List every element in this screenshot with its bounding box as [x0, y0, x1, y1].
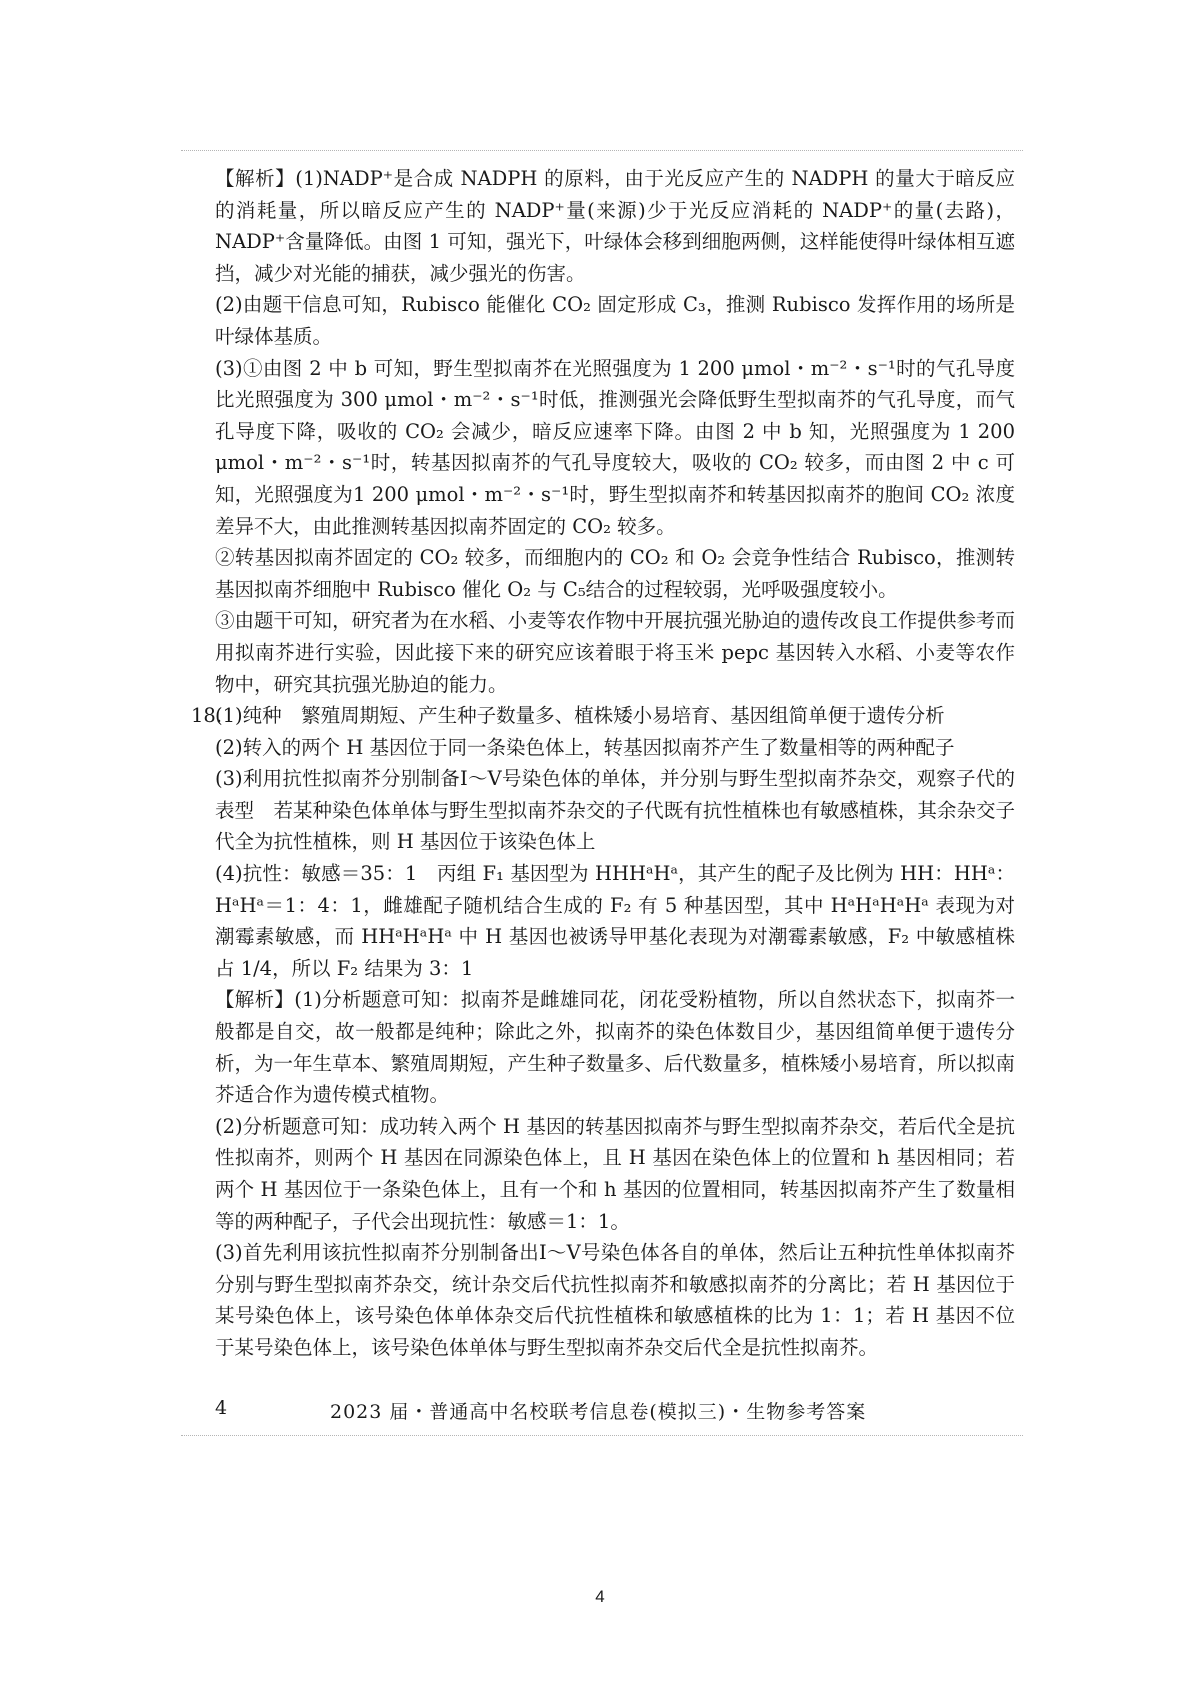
analysis-paragraph-1: 【解析】(1)NADP⁺是合成 NADPH 的原料，由于光反应产生的 NADPH 的量大于暗反应的消耗量，所以暗反应产生的 NADP⁺量(来源)少于光反应消耗的 NADP⁺的量(去路)，NADP⁺含量降低。由图 1 可知，强光下，叶绿体会移到细胞两侧，这样能使得叶绿体相互遮挡，减少对光能的捕获，减少强光的伤害。 — [215, 167, 1015, 285]
q18-analysis-1: 【解析】(1)分析题意可知：拟南芥是雌雄同花，闭花受粉植物，所以自然状态下，拟南芥一般都是自交，故一般都是纯种；除此之外，拟南芥的染色体数目少，基因组简单便于遗传分析，为一年生草本、繁殖周期短，产生种子数量多、后代数量多，植株矮小易培育，所以拟南芥适合作为遗传模式植物。 — [215, 988, 1015, 1107]
q18-answer-3: (3)利用抗性拟南芥分别制备Ⅰ～Ⅴ号染色体的单体，并分别与野生型拟南芥杂交，观察子代的表型 若某种染色体单体与野生型拟南芥杂交的子代既有抗性植株也有敏感植株，其余杂交子代全为抗性植株，则 H 基因位于该染色体上 — [215, 767, 1015, 854]
analysis-paragraph-4: ②转基因拟南芥固定的 CO₂ 较多，而细胞内的 CO₂ 和 O₂ 会竞争性结合 Rubisco，推测转基因拟南芥细胞中 Rubisco 催化 O₂ 与 C₅结合的过程较弱，光呼吸强度较小。 — [215, 546, 1015, 601]
analysis-paragraph-5: ③由题干可知，研究者为在水稻、小麦等农作物中开展抗强光胁迫的遗传改良工作提供参考而用拟南芥进行实验，因此接下来的研究应该着眼于将玉米 pepc 基因转入水稻、小麦等农作物中，研究其抗强光胁迫的能力。 — [215, 609, 1015, 696]
q18-analysis-2: (2)分析题意可知：成功转入两个 H 基因的转基因拟南芥与野生型拟南芥杂交，若后代全是抗性拟南芥，则两个 H 基因在同源染色体上，且 H 基因在染色体上的位置和 h 基因相同；若两个 H 基因位于一条染色体上，且有一个和 h 基因的位置相同，转基因拟南芥产生了数量相等的两种配子，子代会出现抗性：敏感＝1：1。 — [215, 1114, 1015, 1233]
q18-answer-2: (2)转入的两个 H 基因位于同一条染色体上，转基因拟南芥产生了数量相等的两种配子 — [215, 735, 955, 759]
q18-answer-4: (4)抗性：敏感＝35：1 丙组 F₁ 基因型为 HHHᵃHᵃ，其产生的配子及比例为 HH：HHᵃ：HᵃHᵃ＝1：4：1，雌雄配子随机结合生成的 F₂ 有 5 种基因型，其中 HᵃHᵃHᵃHᵃ 表现为对潮霉素敏感，而 HHᵃHᵃHᵃ 中 H 基因也被诱导甲基化表现为对潮霉素敏感，F₂ 中敏感植株占 1/4，所以 F₂ 结果为 3：1 — [215, 862, 1015, 980]
footer-title: 2023 届・普通高中名校联考信息卷(模拟三)・生物参考答案 — [330, 1401, 867, 1423]
question-number: 18. — [191, 704, 223, 728]
footer-page-num: 4 — [215, 1397, 228, 1419]
question-18 — [191, 700, 1015, 1363]
answer-content — [191, 163, 1015, 1364]
page-number: 4 — [595, 1587, 605, 1606]
q18-answer-1: (1)纯种 繁殖周期短、产生种子数量多、植株矮小易培育、基因组简单便于遗传分析 — [215, 704, 945, 728]
analysis-paragraph-2: (2)由题干信息可知，Rubisco 能催化 CO₂ 固定形成 C₃，推测 Rubisco 发挥作用的场所是叶绿体基质。 — [215, 293, 1015, 348]
analysis-paragraph-3: (3)①由图 2 中 b 可知，野生型拟南芥在光照强度为 1 200 μmol・m⁻²・s⁻¹时的气孔导度比光照强度为 300 μmol・m⁻²・s⁻¹时低，推测强光会降低野生型拟南芥的气孔导度，而气孔导度下降，吸收的 CO₂ 会减少，暗反应速率下降。由图 2 中 b 知，光照强度为 1 200 μmol・m⁻²・s⁻¹时，转基因拟南芥的气孔导度较大，吸收的 CO₂ 较多，而由图 2 中 c 可知，光照强度为1 200 μmol・m⁻²・s⁻¹时，野生型拟南芥和转基因拟南芥的胞间 CO₂ 浓度差异不大，由此推测转基因拟南芥固定的 CO₂ 较多。 — [215, 356, 1015, 538]
q18-analysis-3: (3)首先利用该抗性拟南芥分别制备出Ⅰ～Ⅴ号染色体各自的单体，然后让五种抗性单体拟南芥分别与野生型拟南芥杂交，统计杂交后代抗性拟南芥和敏感拟南芥的分离比；若 H 基因位于某号染色体上，该号染色体单体杂交后代抗性植株和敏感植株的比为 1：1；若 H 基因不位于某号染色体上，该号染色体单体与野生型拟南芥杂交后代全是抗性拟南芥。 — [215, 1241, 1015, 1359]
